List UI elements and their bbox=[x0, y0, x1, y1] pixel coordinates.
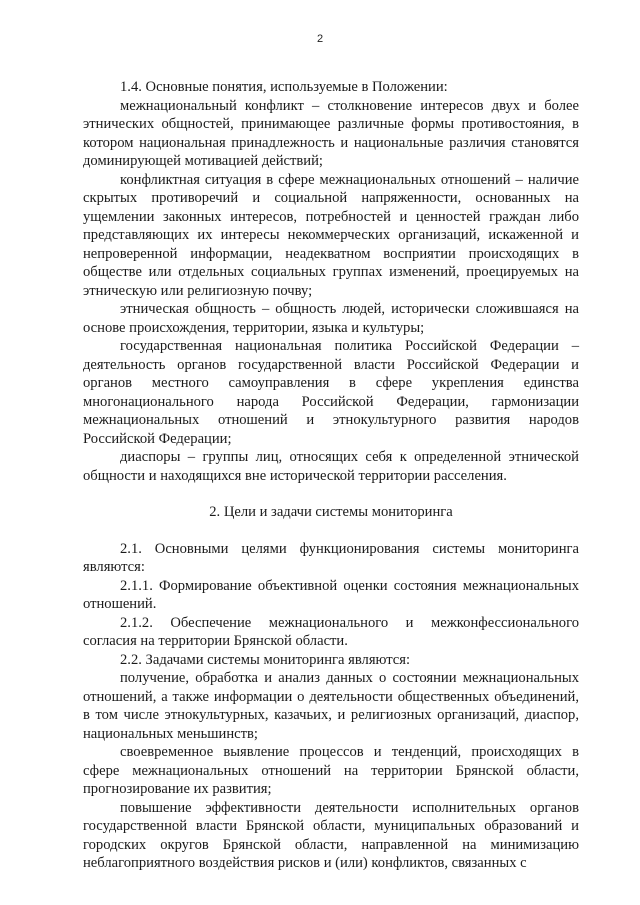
definition-diasporas: диаспоры – группы лиц, относящих себя к определенной этнической общности и находящихся вне исторической территории расселения. bbox=[83, 449, 579, 484]
definition-national-policy: государственная национальная политика Российской Федерации – деятельность органов государственной власти Российской Федерации и органов местного самоуправления в сфере укрепления единства многонационального народа Российской Федерации, гармонизации межнациональных отношений и этнокультурного развития народов Российской Федерации; bbox=[83, 338, 579, 447]
paragraph-2-2: 2.2. Задачами системы мониторинга являются: bbox=[120, 651, 411, 668]
document-body bbox=[83, 78, 579, 873]
task-efficiency: повышение эффективности деятельности исполнительных органов государственной власти Брянской области, муниципальных образований и городских округов Брянской области, направленной на минимизацию неблагоприятного воздействия рисков и (или) конфликтов, связанных с bbox=[83, 799, 579, 871]
task-data-collection: получение, обработка и анализ данных о состоянии межнациональных отношений, а также информации о деятельности общественных объединений, в том числе этнокультурных, казачьих, и религиозных организаций, диаспор, национальных меньшинств; bbox=[83, 670, 579, 742]
paragraph-2-1-2: 2.1.2. Обеспечение межнационального и межконфессионального согласия на территории Брянской области. bbox=[83, 614, 579, 649]
task-early-detection: своевременное выявление процессов и тенденций, происходящих в сфере межнациональных отношений на территории Брянской области, прогнозирование их развития; bbox=[83, 744, 579, 797]
definition-interethnic-conflict: межнациональный конфликт – столкновение интересов двух и более этнических общностей, принимающее различные формы противостояния, в котором национальная принадлежность и национальные различия становятся доминирующей мотивацией действий; bbox=[83, 97, 579, 169]
definition-ethnic-community: этническая общность – общность людей, исторически сложившаяся на основе происхождения, территории, языка и культуры; bbox=[83, 301, 579, 336]
definition-conflict-situation: конфликтная ситуация в сфере межнациональных отношений – наличие скрытых противоречий и социальной напряженности, основанных на ущемлении законных интересов, потребностей и ценностей граждан либо представляющих их интересы некоммерческих организаций, искаженной и непроверенной информации, неадекватном восприятии происходящих в обществе или отдельных социальных группах изменений, проецируемых на этническую или религиозную почву; bbox=[83, 171, 579, 299]
paragraph-1-4: 1.4. Основные понятия, используемые в Положении: bbox=[120, 79, 448, 95]
paragraph-2-1-1: 2.1.1. Формирование объективной оценки состояния межнациональных отношений. bbox=[83, 577, 579, 612]
paragraph-2-1: 2.1. Основными целями функционирования системы мониторинга являются: bbox=[83, 540, 579, 575]
section-heading: 2. Цели и задачи системы мониторинга bbox=[209, 504, 453, 520]
page-number: 2 bbox=[316, 33, 324, 45]
